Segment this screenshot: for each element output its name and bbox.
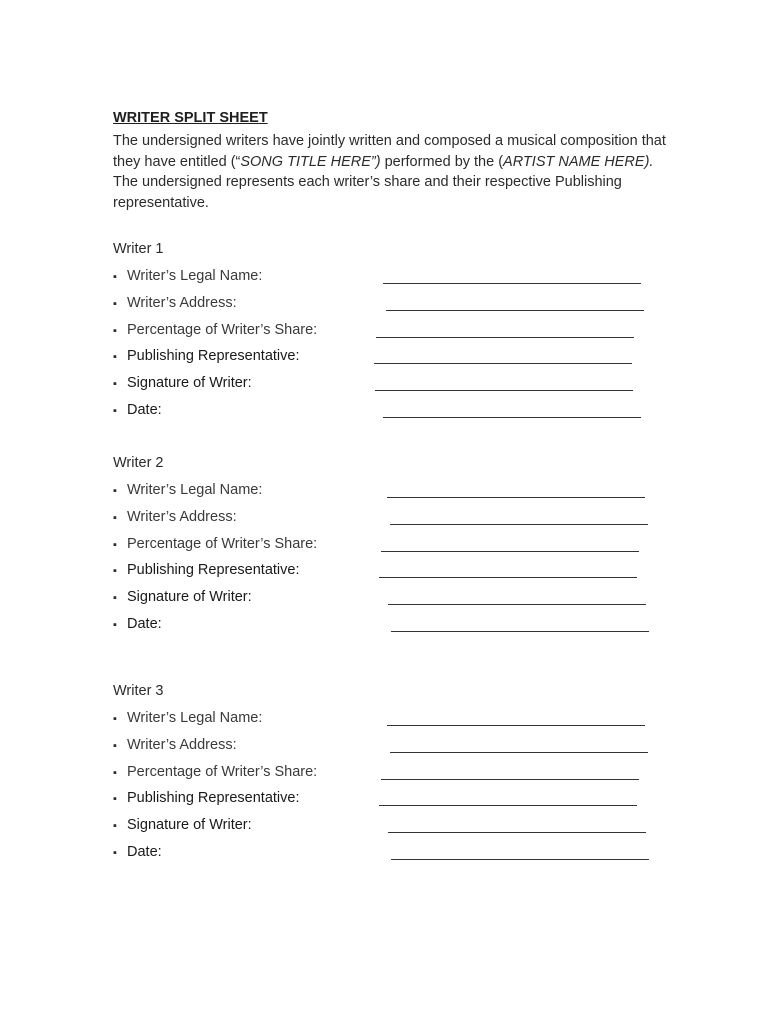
fill-in-line[interactable] <box>386 310 644 311</box>
song-title-placeholder: SONG TITLE HERE”) <box>240 153 381 170</box>
field-label: Percentage of Writer’s Share: <box>127 535 318 552</box>
field-address <box>113 292 673 319</box>
field-address <box>113 734 673 761</box>
field-label: Percentage of Writer’s Share: <box>127 321 318 338</box>
fill-in-line[interactable] <box>387 725 645 726</box>
fill-in-line[interactable] <box>379 577 637 578</box>
intro-text-3: The undersigned represents each writer’s share and their respective Publishing representative. <box>113 174 622 211</box>
bullet-icon: ▪ <box>113 378 117 391</box>
artist-name-placeholder: ARTIST NAME HERE). <box>503 153 654 170</box>
bullet-icon: ▪ <box>113 297 117 310</box>
fill-in-line[interactable] <box>391 631 649 632</box>
bullet-icon: ▪ <box>113 592 117 605</box>
field-label: Writer’s Address: <box>127 508 237 525</box>
field-publishing-rep <box>113 345 673 372</box>
field-date <box>113 399 673 426</box>
fill-in-line[interactable] <box>375 390 633 391</box>
field-legal-name <box>113 265 673 292</box>
field-label: Writer’s Legal Name: <box>127 482 263 498</box>
fill-in-line[interactable] <box>390 752 648 753</box>
bullet-icon: ▪ <box>113 485 117 497</box>
field-list <box>113 265 673 426</box>
field-label: Signature of Writer: <box>127 589 252 606</box>
fill-in-line[interactable] <box>381 551 639 552</box>
field-label: Writer’s Address: <box>127 294 237 311</box>
intro-text-2: performed by the ( <box>380 153 504 170</box>
fill-in-line[interactable] <box>390 524 648 525</box>
field-label: Percentage of Writer’s Share: <box>127 763 318 780</box>
fill-in-line[interactable] <box>387 497 645 498</box>
fill-in-line[interactable] <box>379 805 637 806</box>
field-signature <box>113 586 673 613</box>
bullet-icon: ▪ <box>113 538 117 551</box>
field-legal-name <box>113 479 673 506</box>
writer-heading: Writer 3 <box>113 683 164 699</box>
intro-paragraph <box>113 131 673 213</box>
bullet-icon: ▪ <box>113 271 117 283</box>
field-list <box>113 707 673 868</box>
bullet-icon: ▪ <box>113 713 117 725</box>
fill-in-line[interactable] <box>391 859 649 860</box>
bullet-icon: ▪ <box>113 404 117 417</box>
bullet-icon: ▪ <box>113 846 117 859</box>
bullet-icon: ▪ <box>113 324 117 337</box>
writer-heading: Writer 1 <box>113 241 164 257</box>
intro-text-1: The undersigned writers have jointly written and composed a musical composition that they have entitled (“ <box>113 133 666 170</box>
field-label: Date: <box>127 615 162 632</box>
field-date <box>113 841 673 868</box>
field-label: Publishing Representative: <box>127 790 300 807</box>
field-list <box>113 479 673 640</box>
field-label: Date: <box>127 843 162 860</box>
field-signature <box>113 372 673 399</box>
writer-section-3 <box>113 681 673 868</box>
field-date <box>113 613 673 640</box>
field-publishing-rep <box>113 787 673 814</box>
fill-in-line[interactable] <box>383 417 641 418</box>
field-label: Signature of Writer: <box>127 817 252 834</box>
field-publishing-rep <box>113 559 673 586</box>
bullet-icon: ▪ <box>113 820 117 833</box>
field-label: Writer’s Legal Name: <box>127 710 263 726</box>
field-label: Signature of Writer: <box>127 375 252 392</box>
field-legal-name <box>113 707 673 734</box>
bullet-icon: ▪ <box>113 766 117 779</box>
bullet-icon: ▪ <box>113 618 117 631</box>
fill-in-line[interactable] <box>388 604 646 605</box>
bullet-icon: ▪ <box>113 793 117 806</box>
field-label: Writer’s Address: <box>127 736 237 753</box>
field-address <box>113 506 673 533</box>
document-title: WRITER SPLIT SHEET <box>113 110 268 126</box>
field-label: Date: <box>127 401 162 418</box>
field-label: Publishing Representative: <box>127 348 300 365</box>
bullet-icon: ▪ <box>113 351 117 364</box>
writer-section-2 <box>113 453 673 640</box>
field-percentage-share <box>113 761 673 788</box>
fill-in-line[interactable] <box>388 832 646 833</box>
bullet-icon: ▪ <box>113 511 117 524</box>
field-percentage-share <box>113 533 673 560</box>
fill-in-line[interactable] <box>376 337 634 338</box>
bullet-icon: ▪ <box>113 565 117 578</box>
bullet-icon: ▪ <box>113 739 117 752</box>
writer-section-1 <box>113 239 673 426</box>
field-label: Writer’s Legal Name: <box>127 268 263 284</box>
field-percentage-share <box>113 319 673 346</box>
field-signature <box>113 814 673 841</box>
writer-heading: Writer 2 <box>113 455 164 471</box>
fill-in-line[interactable] <box>381 779 639 780</box>
fill-in-line[interactable] <box>374 363 632 364</box>
field-label: Publishing Representative: <box>127 562 300 579</box>
fill-in-line[interactable] <box>383 283 641 284</box>
